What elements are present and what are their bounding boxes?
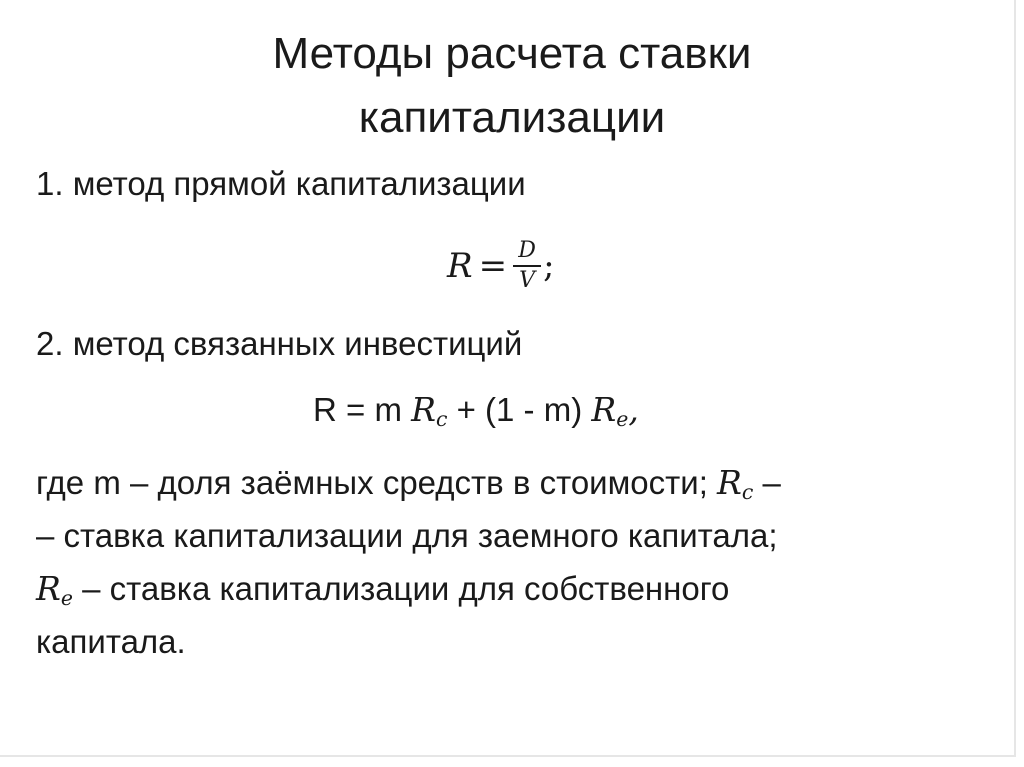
description-line-1	[36, 456, 996, 509]
formula1-numerator: D	[518, 238, 536, 263]
description-re-symbol	[36, 569, 73, 611]
formula1-lhs: R	[447, 246, 473, 286]
description-line-3-text: – ставка капитализации для собственного	[72, 570, 730, 607]
formula2-rc	[411, 390, 448, 432]
formula1-equals: =	[478, 246, 508, 286]
formula2-rc-sub: c	[435, 407, 448, 432]
description-rc-base: R	[717, 463, 742, 502]
formula2-part1: R = m	[313, 391, 412, 428]
formula2-re-sub: e	[616, 407, 629, 432]
formula2-part2: + (1 - m)	[447, 391, 592, 428]
description-line-1-text: где m – доля заёмных средств в стоимости;	[36, 464, 718, 501]
formula2-end: ,	[628, 390, 639, 429]
slide-title-line-2: капитализации	[358, 93, 666, 142]
description-re-sub: e	[60, 586, 73, 611]
method-1-heading: 1. метод прямой капитализации	[36, 165, 526, 202]
description-line-1-tail: –	[753, 464, 781, 501]
band-of-investment-formula	[313, 389, 639, 431]
formula2-rc-base: R	[411, 390, 436, 429]
description-re-base: R	[36, 569, 61, 608]
description-line-4: капитала.	[36, 623, 186, 660]
description-rc-symbol	[717, 463, 754, 505]
slide-title-line-1: Методы расчета ставки	[272, 29, 752, 78]
method-2-heading: 2. метод связанных инвестиций	[36, 325, 523, 362]
formula1-end: ;	[543, 246, 555, 286]
description-line-2: – ставка капитализации для заемного капитала;	[36, 517, 778, 554]
description-rc-sub: c	[741, 480, 754, 505]
formula2-re-base: R	[591, 390, 617, 429]
formula1-fraction	[513, 239, 541, 293]
formula1-denominator: V	[519, 268, 536, 293]
formula-description	[36, 456, 996, 668]
direct-capitalization-formula	[447, 226, 555, 306]
formula2-re	[591, 390, 629, 432]
description-line-3	[36, 562, 996, 615]
